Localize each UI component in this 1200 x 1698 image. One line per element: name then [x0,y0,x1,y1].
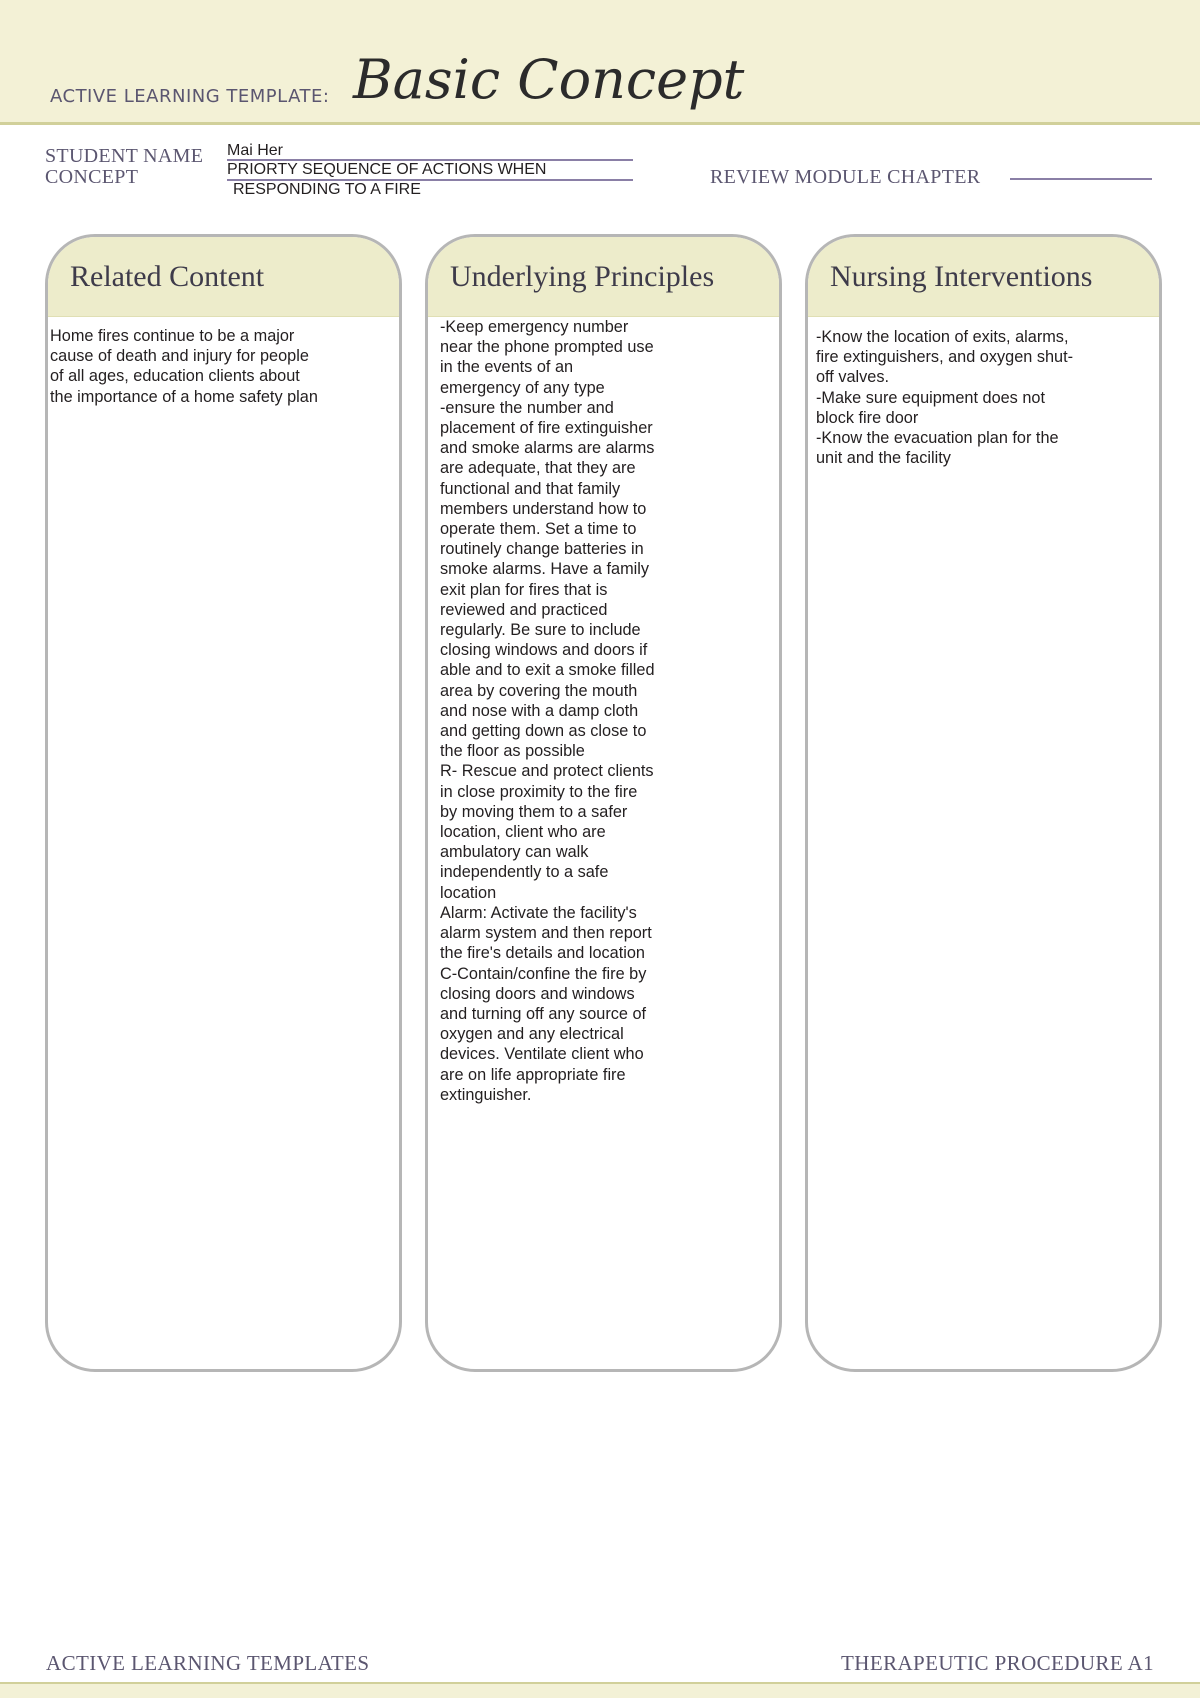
panel-header [428,237,779,317]
panel-body-nursing-interventions[interactable]: -Know the location of exits, alarms, fire extinguishers, and oxygen shut- off valves. -Make sure equipment does not block fire door -Know the evacuation plan for the unit and the facility [816,328,1074,468]
concept-value-line1[interactable]: PRIORTY SEQUENCE OF ACTIONS WHEN [227,161,547,178]
review-module-underline [1010,178,1152,180]
panel-underlying-principles [425,234,782,1372]
panel-header [808,237,1159,317]
concept-value-line2[interactable]: RESPONDING TO A FIRE [233,181,421,198]
footer-left: ACTIVE LEARNING TEMPLATES [46,1651,370,1675]
template-label: ACTIVE LEARNING TEMPLATE: [50,86,330,107]
student-name-label: STUDENT NAME [45,145,204,167]
panel-title-nursing-interventions: Nursing Interventions [830,259,1093,293]
panel-header [48,237,399,317]
panel-title-related-content: Related Content [70,259,265,293]
template-title: Basic Concept [353,48,745,111]
panel-related-content [45,234,402,1372]
review-module-label: REVIEW MODULE CHAPTER [710,166,981,188]
panel-title-underlying-principles: Underlying Principles [450,259,715,293]
concept-label: CONCEPT [45,166,139,188]
student-name-value[interactable]: Mai Her [227,142,284,159]
panel-body-related-content[interactable]: Home fires continue to be a major cause of death and injury for people of all ages, education clients about the importance of a home safety plan [50,327,318,406]
panel-nursing-interventions [805,234,1162,1372]
panel-body-underlying-principles[interactable]: -Keep emergency number near the phone prompted use in the events of an emergency of any type -ensure the number and placement of fire extinguisher and smoke alarms are alarms are adequate, that they are functional and that family members understand how to operate them. Set a time to routinely change batteries in smoke alarms. Have a family exit plan for fires that is reviewed and practiced regularly. Be sure to include closing windows and doors if able and to exit a smoke filled area by covering the mouth and nose with a damp cloth and getting down as close to the floor as possible R- Rescue and protect clients in close proximity to the fire by moving them to a safer location, client who are ambulatory can walk independently to a safe location Alarm: Activate the facility's alarm system and then report the fire's details and location C-Contain/confine the fire by closing doors and windows and turning off any source of oxygen and any electrical devices. Ventilate client who are on life appropriate fire extinguisher. [440,318,655,1104]
footer-right: THERAPEUTIC PROCEDURE A1 [841,1651,1154,1675]
